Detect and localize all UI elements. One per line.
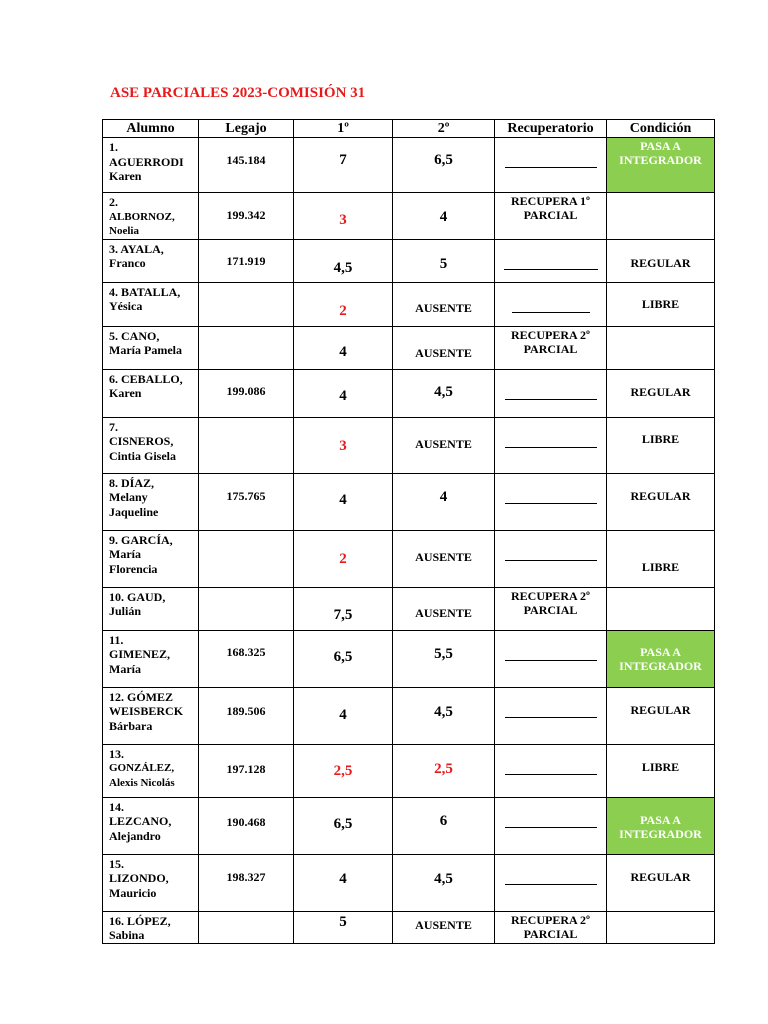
alumno-line: 7. <box>109 419 118 434</box>
cell-parcial-1 <box>294 687 393 744</box>
cell-condicion <box>607 530 715 587</box>
parcial-2-grade: AUSENTE <box>415 345 472 360</box>
cell-recuperatorio <box>495 911 607 943</box>
blank-line <box>504 268 598 270</box>
cell-parcial-2 <box>393 326 495 369</box>
cell-condicion <box>607 744 715 797</box>
cell-condicion <box>607 193 715 240</box>
cell-recuperatorio <box>495 687 607 744</box>
alumno-line: 10. GAUD, <box>109 589 166 604</box>
alumno-line: Alexis Nicolás <box>109 776 175 789</box>
alumno-line: CISNEROS, <box>109 434 174 448</box>
condicion-badge: REGULAR <box>630 869 691 884</box>
cell-legajo <box>199 417 294 473</box>
alumno-line: ALBORNOZ, <box>109 210 175 223</box>
parcial-2-grade: AUSENTE <box>415 605 472 620</box>
cell-condicion <box>607 911 715 943</box>
parcial-2-grade: 6 <box>439 812 448 829</box>
blank-line <box>512 311 590 313</box>
condicion-badge: LIBRE <box>641 559 680 574</box>
alumno-line: Yésica <box>109 299 143 313</box>
cell-recuperatorio <box>495 854 607 911</box>
cell-recuperatorio <box>495 797 607 854</box>
cell-legajo <box>199 797 294 854</box>
cell-recuperatorio <box>495 417 607 473</box>
cell-legajo <box>199 138 294 193</box>
parcial-2-grade: 6,5 <box>434 152 453 168</box>
legajo-value: 190.468 <box>226 814 266 829</box>
alumno-line: Bárbara <box>109 718 153 733</box>
table-row <box>103 854 715 911</box>
cell-alumno <box>103 854 199 911</box>
cell-recuperatorio <box>495 239 607 282</box>
table-row <box>103 744 715 797</box>
table-row <box>103 911 715 943</box>
alumno-line: 14. <box>109 799 124 814</box>
table-row <box>103 282 715 326</box>
parcial-1-grade: 4 <box>339 387 347 404</box>
parcial-2-grade: AUSENTE <box>415 917 472 932</box>
cell-alumno <box>103 417 199 473</box>
cell-parcial-1 <box>294 744 393 797</box>
parcial-1-grade: 3 <box>339 212 347 228</box>
cell-parcial-1 <box>294 630 393 687</box>
cell-condicion <box>607 239 715 282</box>
cell-recuperatorio <box>495 326 607 369</box>
cell-parcial-1 <box>294 530 393 587</box>
parcial-2-grade: AUSENTE <box>415 549 472 564</box>
cell-alumno <box>103 369 199 417</box>
cell-condicion <box>607 417 715 473</box>
cell-legajo <box>199 587 294 630</box>
parcial-1-grade: 3 <box>339 437 347 454</box>
cell-parcial-2 <box>393 138 495 193</box>
cell-alumno <box>103 138 199 193</box>
cell-alumno <box>103 797 199 854</box>
alumno-line: 2. <box>109 195 118 209</box>
cell-condicion <box>607 587 715 630</box>
cell-legajo <box>199 239 294 282</box>
parcial-2-grade: 4 <box>439 488 448 505</box>
parcial-1-grade: 4 <box>339 343 347 360</box>
cell-legajo <box>199 911 294 943</box>
condicion-badge: REGULAR <box>630 384 691 399</box>
condicion-badge: REGULAR <box>630 255 691 270</box>
cell-recuperatorio <box>495 282 607 326</box>
cell-recuperatorio <box>495 530 607 587</box>
cell-parcial-1 <box>294 193 393 240</box>
condicion-badge: LIBRE <box>641 296 680 311</box>
table-row <box>103 530 715 587</box>
cell-alumno <box>103 911 199 943</box>
header-alumno: Alumno <box>103 120 199 138</box>
alumno-line: WEISBERCK <box>109 704 184 718</box>
alumno-line: 4. BATALLA, <box>109 284 181 299</box>
cell-condicion <box>607 473 715 530</box>
alumno-line: 6. CEBALLO, <box>109 371 183 386</box>
table-row <box>103 587 715 630</box>
parcial-1-grade: 4 <box>339 491 347 508</box>
parcial-2-grade: 4,5 <box>434 703 453 720</box>
parcial-1-grade: 4 <box>339 870 347 887</box>
recuperatorio-text: RECUPERA 2º PARCIAL <box>511 327 590 356</box>
cell-parcial-1 <box>294 473 393 530</box>
cell-legajo <box>199 326 294 369</box>
alumno-line: Florencia <box>109 561 158 576</box>
cell-parcial-2 <box>393 744 495 797</box>
alumno-line: María Pamela <box>109 343 182 357</box>
cell-legajo <box>199 630 294 687</box>
alumno-line: 13. <box>109 746 124 761</box>
cell-parcial-2 <box>393 630 495 687</box>
blank-line <box>505 502 597 504</box>
header-recuperatorio: Recuperatorio <box>495 120 607 138</box>
cell-parcial-2 <box>393 587 495 630</box>
cell-parcial-1 <box>294 417 393 473</box>
cell-parcial-1 <box>294 326 393 369</box>
parcial-1-grade: 2 <box>339 302 347 319</box>
cell-parcial-2 <box>393 854 495 911</box>
cell-parcial-2 <box>393 282 495 326</box>
parcial-1-grade: 4 <box>339 706 347 723</box>
alumno-line: 16. LÓPEZ, <box>109 913 171 928</box>
alumno-line: 11. <box>109 632 124 647</box>
header-parcial-1: 1º <box>294 120 393 138</box>
condicion-badge: LIBRE <box>641 431 680 446</box>
legajo-value: 171.919 <box>226 253 266 268</box>
parcial-1-grade: 7 <box>339 152 347 168</box>
cell-parcial-2 <box>393 239 495 282</box>
header-legajo: Legajo <box>199 120 294 138</box>
cell-recuperatorio <box>495 138 607 193</box>
table-row <box>103 797 715 854</box>
blank-line <box>505 773 597 775</box>
grades-table <box>102 119 715 944</box>
blank-line <box>505 398 597 400</box>
cell-parcial-1 <box>294 239 393 282</box>
cell-alumno <box>103 282 199 326</box>
alumno-line: Karen <box>109 169 142 183</box>
cell-legajo <box>199 369 294 417</box>
cell-alumno <box>103 744 199 797</box>
parcial-2-grade: AUSENTE <box>415 300 472 315</box>
alumno-line: Julián <box>109 604 142 618</box>
cell-legajo <box>199 473 294 530</box>
blank-line <box>505 166 597 168</box>
parcial-2-grade: AUSENTE <box>415 436 472 451</box>
cell-recuperatorio <box>495 587 607 630</box>
cell-parcial-2 <box>393 911 495 943</box>
parcial-1-grade: 6,5 <box>333 815 353 832</box>
alumno-line: Jaqueline <box>109 504 159 519</box>
cell-parcial-1 <box>294 797 393 854</box>
cell-parcial-2 <box>393 687 495 744</box>
cell-parcial-2 <box>393 473 495 530</box>
cell-alumno <box>103 473 199 530</box>
table-row <box>103 687 715 744</box>
cell-alumno <box>103 326 199 369</box>
alumno-line: 3. AYALA, <box>109 241 164 256</box>
cell-parcial-2 <box>393 369 495 417</box>
parcial-2-grade: 4 <box>439 209 448 225</box>
cell-parcial-1 <box>294 587 393 630</box>
cell-alumno <box>103 530 199 587</box>
blank-line <box>505 826 597 828</box>
recuperatorio-text: RECUPERA 2º PARCIAL <box>511 588 590 617</box>
parcial-1-grade: 5 <box>339 913 347 930</box>
alumno-line: 1. <box>109 140 118 154</box>
parcial-1-grade: 4,5 <box>333 259 353 276</box>
parcial-1-grade: 6,5 <box>333 648 353 665</box>
condicion-badge: LIBRE <box>641 759 680 774</box>
alumno-line: 9. GARCÍA, <box>109 532 173 547</box>
alumno-line: María <box>109 661 141 676</box>
cell-parcial-2 <box>393 417 495 473</box>
cell-recuperatorio <box>495 630 607 687</box>
table-row <box>103 473 715 530</box>
condicion-badge: REGULAR <box>630 702 691 717</box>
legajo-value: 168.325 <box>226 644 266 659</box>
alumno-line: AGUERRODI <box>109 154 184 169</box>
cell-alumno <box>103 687 199 744</box>
header-condicion: Condición <box>607 120 715 138</box>
header-parcial-2: 2º <box>393 120 495 138</box>
cell-recuperatorio <box>495 744 607 797</box>
cell-condicion <box>607 369 715 417</box>
cell-legajo <box>199 854 294 911</box>
cell-legajo <box>199 193 294 240</box>
cell-recuperatorio <box>495 473 607 530</box>
parcial-2-grade: 4,5 <box>434 383 453 400</box>
alumno-line: 15. <box>109 856 124 871</box>
cell-alumno <box>103 193 199 240</box>
cell-parcial-1 <box>294 911 393 943</box>
cell-alumno <box>103 587 199 630</box>
cell-recuperatorio <box>495 193 607 240</box>
cell-parcial-1 <box>294 854 393 911</box>
cell-condicion <box>607 797 715 854</box>
alumno-line: 5. CANO, <box>109 328 160 343</box>
parcial-1-grade: 2,5 <box>333 762 353 779</box>
alumno-line: Melany <box>109 490 148 504</box>
cell-legajo <box>199 687 294 744</box>
alumno-line: 8. DÍAZ, <box>109 475 155 490</box>
alumno-line: GONZÁLEZ, <box>109 762 175 774</box>
table-row <box>103 326 715 369</box>
condicion-badge: PASA A INTEGRADOR <box>619 139 702 167</box>
parcial-2-grade: 5,5 <box>434 645 453 662</box>
page-title: ASE PARCIALES 2023-COMISIÓN 31 <box>110 85 366 101</box>
cell-condicion <box>607 687 715 744</box>
blank-line <box>505 559 597 561</box>
condicion-badge: PASA A INTEGRADOR <box>619 812 702 841</box>
table-row <box>103 239 715 282</box>
alumno-line: GIMENEZ, <box>109 647 171 661</box>
cell-legajo <box>199 282 294 326</box>
recuperatorio-text: RECUPERA 1º PARCIAL <box>511 194 590 222</box>
legajo-value: 199.342 <box>226 208 266 222</box>
alumno-line: Franco <box>109 256 146 270</box>
blank-line <box>505 883 597 885</box>
cell-legajo <box>199 744 294 797</box>
alumno-line: Noelia <box>109 225 139 237</box>
alumno-line: María <box>109 547 141 561</box>
cell-parcial-1 <box>294 138 393 193</box>
cell-condicion <box>607 854 715 911</box>
cell-legajo <box>199 530 294 587</box>
alumno-line: LEZCANO, <box>109 814 172 828</box>
legajo-value: 145.184 <box>226 153 266 167</box>
legajo-value: 197.128 <box>226 761 266 776</box>
header-row <box>103 120 715 138</box>
table-row <box>103 138 715 193</box>
parcial-1-grade: 7,5 <box>333 606 353 623</box>
legajo-value: 175.765 <box>226 488 266 503</box>
cell-parcial-1 <box>294 282 393 326</box>
cell-condicion <box>607 630 715 687</box>
table-row <box>103 630 715 687</box>
alumno-line: Mauricio <box>109 885 157 900</box>
parcial-2-grade: 2,5 <box>434 760 453 777</box>
alumno-line: LIZONDO, <box>109 871 169 885</box>
cell-parcial-2 <box>393 797 495 854</box>
cell-parcial-2 <box>393 530 495 587</box>
cell-condicion <box>607 326 715 369</box>
parcial-1-grade: 2 <box>339 550 347 567</box>
alumno-line: Sabina <box>109 928 145 942</box>
alumno-line: 12. GÓMEZ <box>109 689 174 704</box>
table-row <box>103 369 715 417</box>
legajo-value: 189.506 <box>226 703 266 718</box>
parcial-2-grade: 4,5 <box>434 870 453 887</box>
cell-alumno <box>103 630 199 687</box>
recuperatorio-text: RECUPERA 2º PARCIAL <box>511 912 590 941</box>
cell-alumno <box>103 239 199 282</box>
cell-parcial-2 <box>393 193 495 240</box>
cell-condicion <box>607 138 715 193</box>
cell-recuperatorio <box>495 369 607 417</box>
blank-line <box>505 446 597 448</box>
alumno-line: Karen <box>109 386 142 400</box>
cell-condicion <box>607 282 715 326</box>
blank-line <box>505 716 597 718</box>
alumno-line: Alejandro <box>109 828 161 843</box>
parcial-2-grade: 5 <box>439 255 448 272</box>
condicion-badge: REGULAR <box>630 488 691 503</box>
cell-parcial-1 <box>294 369 393 417</box>
condicion-badge: PASA A INTEGRADOR <box>619 644 702 673</box>
alumno-line: Cintia Gisela <box>109 448 177 463</box>
legajo-value: 199.086 <box>226 383 266 398</box>
table-row <box>103 193 715 240</box>
table-row <box>103 417 715 473</box>
blank-line <box>505 659 597 661</box>
legajo-value: 198.327 <box>226 869 266 884</box>
